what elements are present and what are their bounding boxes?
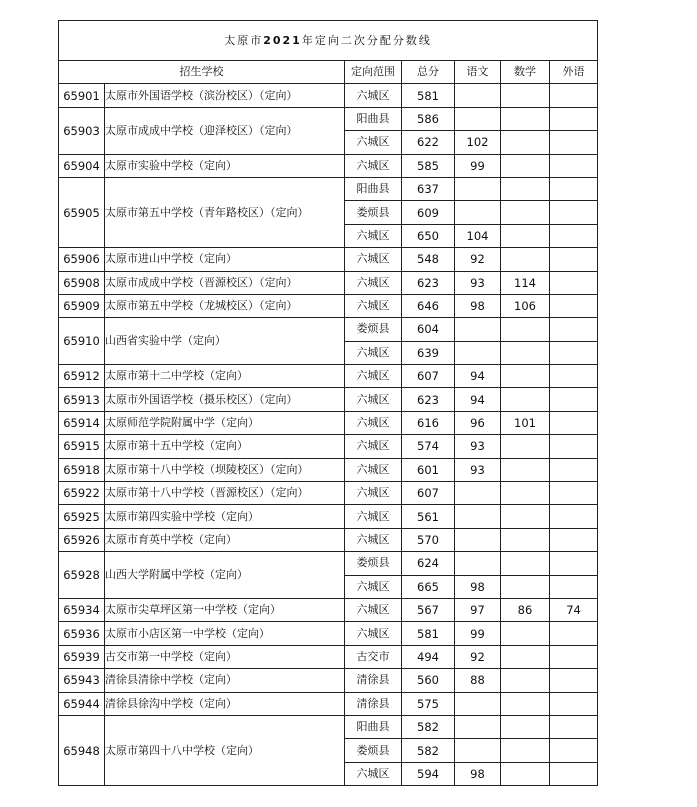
chinese-score bbox=[455, 692, 501, 715]
total-score: 586 bbox=[402, 107, 455, 130]
total-score: 623 bbox=[402, 388, 455, 411]
table-row bbox=[59, 669, 598, 692]
english-score bbox=[550, 365, 598, 388]
school-name: 清徐县清徐中学校（定向） bbox=[105, 669, 345, 692]
english-score bbox=[550, 669, 598, 692]
math-score bbox=[501, 154, 550, 177]
math-score bbox=[501, 201, 550, 224]
area-cell: 六城区 bbox=[345, 131, 402, 154]
chinese-score: 88 bbox=[455, 669, 501, 692]
total-score: 585 bbox=[402, 154, 455, 177]
chinese-score bbox=[455, 318, 501, 341]
area-cell: 六城区 bbox=[345, 224, 402, 247]
total-score: 560 bbox=[402, 669, 455, 692]
title-year: 2021 bbox=[263, 33, 302, 47]
math-score bbox=[501, 177, 550, 200]
header-math: 数学 bbox=[501, 61, 550, 84]
area-cell: 娄烦县 bbox=[345, 552, 402, 575]
chinese-score: 97 bbox=[455, 598, 501, 621]
area-cell: 阳曲县 bbox=[345, 177, 402, 200]
math-score bbox=[501, 107, 550, 130]
school-code: 65903 bbox=[59, 107, 105, 154]
math-score bbox=[501, 131, 550, 154]
total-score: 665 bbox=[402, 575, 455, 598]
chinese-score: 93 bbox=[455, 435, 501, 458]
area-cell: 六城区 bbox=[345, 294, 402, 317]
area-cell: 六城区 bbox=[345, 341, 402, 364]
table-row bbox=[59, 528, 598, 551]
english-score bbox=[550, 528, 598, 551]
table-row bbox=[59, 84, 598, 107]
math-score bbox=[501, 224, 550, 247]
total-score: 548 bbox=[402, 248, 455, 271]
table-row bbox=[59, 458, 598, 481]
total-score: 639 bbox=[402, 341, 455, 364]
math-score bbox=[501, 365, 550, 388]
english-score bbox=[550, 505, 598, 528]
table-row bbox=[59, 411, 598, 434]
area-cell: 六城区 bbox=[345, 622, 402, 645]
area-cell: 阳曲县 bbox=[345, 715, 402, 738]
area-cell: 六城区 bbox=[345, 575, 402, 598]
area-cell: 六城区 bbox=[345, 435, 402, 458]
school-name: 太原市第四十八中学校（定向） bbox=[105, 715, 345, 785]
total-score: 609 bbox=[402, 201, 455, 224]
school-name: 太原市实验中学校（定向） bbox=[105, 154, 345, 177]
table-row bbox=[59, 715, 598, 738]
table-row bbox=[59, 435, 598, 458]
english-score bbox=[550, 107, 598, 130]
total-score: 624 bbox=[402, 552, 455, 575]
chinese-score: 94 bbox=[455, 388, 501, 411]
english-score bbox=[550, 575, 598, 598]
header-school: 招生学校 bbox=[59, 61, 345, 84]
school-name: 太原市第四实验中学校（定向） bbox=[105, 505, 345, 528]
area-cell: 六城区 bbox=[345, 271, 402, 294]
chinese-score bbox=[455, 84, 501, 107]
english-score bbox=[550, 318, 598, 341]
english-score bbox=[550, 739, 598, 762]
school-name: 山西大学附属中学校（定向） bbox=[105, 552, 345, 599]
school-name: 太原市外国语学校（摄乐校区）（定向） bbox=[105, 388, 345, 411]
math-score bbox=[501, 341, 550, 364]
chinese-score: 93 bbox=[455, 458, 501, 481]
math-score bbox=[501, 505, 550, 528]
school-name: 太原市育英中学校（定向） bbox=[105, 528, 345, 551]
chinese-score: 98 bbox=[455, 762, 501, 785]
table-row bbox=[59, 482, 598, 505]
english-score bbox=[550, 645, 598, 668]
chinese-score: 98 bbox=[455, 294, 501, 317]
math-score bbox=[501, 528, 550, 551]
total-score: 570 bbox=[402, 528, 455, 551]
chinese-score: 92 bbox=[455, 645, 501, 668]
school-code: 65914 bbox=[59, 411, 105, 434]
area-cell: 娄烦县 bbox=[345, 201, 402, 224]
area-cell: 清徐县 bbox=[345, 669, 402, 692]
school-code: 65928 bbox=[59, 552, 105, 599]
table-row bbox=[59, 622, 598, 645]
school-name: 太原市第五中学校（龙城校区）（定向） bbox=[105, 294, 345, 317]
school-name: 清徐县徐沟中学校（定向） bbox=[105, 692, 345, 715]
english-score bbox=[550, 271, 598, 294]
math-score: 86 bbox=[501, 598, 550, 621]
table-row bbox=[59, 177, 598, 200]
table-body bbox=[59, 84, 598, 786]
header-chinese: 语文 bbox=[455, 61, 501, 84]
school-code: 65906 bbox=[59, 248, 105, 271]
table-row bbox=[59, 692, 598, 715]
math-score bbox=[501, 435, 550, 458]
school-name: 太原市成成中学校（晋源校区）（定向） bbox=[105, 271, 345, 294]
english-score bbox=[550, 341, 598, 364]
math-score bbox=[501, 84, 550, 107]
total-score: 616 bbox=[402, 411, 455, 434]
total-score: 561 bbox=[402, 505, 455, 528]
total-score: 607 bbox=[402, 365, 455, 388]
english-score bbox=[550, 84, 598, 107]
chinese-score bbox=[455, 505, 501, 528]
table-row bbox=[59, 107, 598, 130]
total-score: 567 bbox=[402, 598, 455, 621]
area-cell: 六城区 bbox=[345, 458, 402, 481]
english-score bbox=[550, 552, 598, 575]
chinese-score: 94 bbox=[455, 365, 501, 388]
table-title bbox=[59, 21, 598, 61]
chinese-score: 102 bbox=[455, 131, 501, 154]
chinese-score: 93 bbox=[455, 271, 501, 294]
math-score bbox=[501, 669, 550, 692]
math-score bbox=[501, 575, 550, 598]
area-cell: 六城区 bbox=[345, 482, 402, 505]
chinese-score: 96 bbox=[455, 411, 501, 434]
english-score bbox=[550, 692, 598, 715]
total-score: 574 bbox=[402, 435, 455, 458]
area-cell: 六城区 bbox=[345, 388, 402, 411]
school-name: 太原市第十二中学校（定向） bbox=[105, 365, 345, 388]
area-cell: 六城区 bbox=[345, 598, 402, 621]
school-name: 山西省实验中学（定向） bbox=[105, 318, 345, 365]
table-row bbox=[59, 645, 598, 668]
school-name: 太原师范学院附属中学（定向） bbox=[105, 411, 345, 434]
total-score: 581 bbox=[402, 622, 455, 645]
english-score bbox=[550, 248, 598, 271]
school-code: 65912 bbox=[59, 365, 105, 388]
math-score bbox=[501, 622, 550, 645]
table-row bbox=[59, 271, 598, 294]
school-code: 65926 bbox=[59, 528, 105, 551]
english-score bbox=[550, 435, 598, 458]
header-area: 定向范围 bbox=[345, 61, 402, 84]
school-name: 太原市进山中学校（定向） bbox=[105, 248, 345, 271]
school-code: 65948 bbox=[59, 715, 105, 785]
school-code: 65910 bbox=[59, 318, 105, 365]
school-code: 65913 bbox=[59, 388, 105, 411]
score-sheet bbox=[58, 20, 597, 786]
english-score bbox=[550, 154, 598, 177]
english-score bbox=[550, 131, 598, 154]
english-score bbox=[550, 411, 598, 434]
school-code: 65936 bbox=[59, 622, 105, 645]
english-score bbox=[550, 224, 598, 247]
school-code: 65915 bbox=[59, 435, 105, 458]
school-code: 65908 bbox=[59, 271, 105, 294]
school-code: 65918 bbox=[59, 458, 105, 481]
school-code: 65922 bbox=[59, 482, 105, 505]
chinese-score bbox=[455, 341, 501, 364]
english-score bbox=[550, 177, 598, 200]
total-score: 581 bbox=[402, 84, 455, 107]
school-code: 65901 bbox=[59, 84, 105, 107]
total-score: 650 bbox=[402, 224, 455, 247]
score-table bbox=[58, 20, 598, 786]
math-score bbox=[501, 645, 550, 668]
math-score bbox=[501, 482, 550, 505]
math-score bbox=[501, 739, 550, 762]
school-name: 太原市外国语学校（滨汾校区）（定向） bbox=[105, 84, 345, 107]
chinese-score bbox=[455, 552, 501, 575]
total-score: 646 bbox=[402, 294, 455, 317]
area-cell: 六城区 bbox=[345, 528, 402, 551]
english-score bbox=[550, 622, 598, 645]
school-name: 太原市第十八中学校（坝陵校区）（定向） bbox=[105, 458, 345, 481]
total-score: 575 bbox=[402, 692, 455, 715]
chinese-score bbox=[455, 739, 501, 762]
math-score bbox=[501, 388, 550, 411]
chinese-score: 98 bbox=[455, 575, 501, 598]
english-score bbox=[550, 715, 598, 738]
area-cell: 六城区 bbox=[345, 154, 402, 177]
english-score bbox=[550, 201, 598, 224]
school-code: 65934 bbox=[59, 598, 105, 621]
school-name: 太原市第十五中学校（定向） bbox=[105, 435, 345, 458]
table-row bbox=[59, 318, 598, 341]
english-score bbox=[550, 388, 598, 411]
english-score bbox=[550, 294, 598, 317]
table-row bbox=[59, 294, 598, 317]
math-score: 101 bbox=[501, 411, 550, 434]
math-score bbox=[501, 318, 550, 341]
school-code: 65905 bbox=[59, 177, 105, 247]
total-score: 594 bbox=[402, 762, 455, 785]
school-name: 太原市第五中学校（青年路校区）（定向） bbox=[105, 177, 345, 247]
header-row bbox=[59, 61, 598, 84]
school-name: 太原市小店区第一中学校（定向） bbox=[105, 622, 345, 645]
area-cell: 清徐县 bbox=[345, 692, 402, 715]
table-row bbox=[59, 505, 598, 528]
school-name: 太原市第十八中学校（晋源校区）（定向） bbox=[105, 482, 345, 505]
chinese-score: 99 bbox=[455, 622, 501, 645]
school-code: 65925 bbox=[59, 505, 105, 528]
area-cell: 娄烦县 bbox=[345, 739, 402, 762]
english-score bbox=[550, 762, 598, 785]
school-code: 65944 bbox=[59, 692, 105, 715]
total-score: 582 bbox=[402, 739, 455, 762]
math-score bbox=[501, 715, 550, 738]
chinese-score bbox=[455, 715, 501, 738]
area-cell: 阳曲县 bbox=[345, 107, 402, 130]
school-code: 65939 bbox=[59, 645, 105, 668]
math-score bbox=[501, 692, 550, 715]
title-suffix: 年定向二次分配分数线 bbox=[301, 33, 432, 47]
total-score: 604 bbox=[402, 318, 455, 341]
area-cell: 娄烦县 bbox=[345, 318, 402, 341]
table-row bbox=[59, 365, 598, 388]
chinese-score bbox=[455, 177, 501, 200]
english-score: 74 bbox=[550, 598, 598, 621]
header-english: 外语 bbox=[550, 61, 598, 84]
total-score: 607 bbox=[402, 482, 455, 505]
chinese-score bbox=[455, 482, 501, 505]
total-score: 494 bbox=[402, 645, 455, 668]
chinese-score bbox=[455, 528, 501, 551]
math-score bbox=[501, 552, 550, 575]
area-cell: 六城区 bbox=[345, 505, 402, 528]
chinese-score: 92 bbox=[455, 248, 501, 271]
math-score bbox=[501, 458, 550, 481]
title-row bbox=[59, 21, 598, 61]
school-code: 65909 bbox=[59, 294, 105, 317]
chinese-score bbox=[455, 201, 501, 224]
total-score: 637 bbox=[402, 177, 455, 200]
math-score bbox=[501, 762, 550, 785]
school-code: 65904 bbox=[59, 154, 105, 177]
math-score: 114 bbox=[501, 271, 550, 294]
table-row bbox=[59, 598, 598, 621]
table-row bbox=[59, 552, 598, 575]
chinese-score bbox=[455, 107, 501, 130]
area-cell: 六城区 bbox=[345, 84, 402, 107]
school-name: 古交市第一中学校（定向） bbox=[105, 645, 345, 668]
math-score: 106 bbox=[501, 294, 550, 317]
english-score bbox=[550, 482, 598, 505]
total-score: 601 bbox=[402, 458, 455, 481]
chinese-score: 104 bbox=[455, 224, 501, 247]
school-code: 65943 bbox=[59, 669, 105, 692]
table-row bbox=[59, 154, 598, 177]
school-name: 太原市成成中学校（迎泽校区）（定向） bbox=[105, 107, 345, 154]
area-cell: 六城区 bbox=[345, 411, 402, 434]
area-cell: 六城区 bbox=[345, 365, 402, 388]
area-cell: 六城区 bbox=[345, 762, 402, 785]
total-score: 622 bbox=[402, 131, 455, 154]
math-score bbox=[501, 248, 550, 271]
header-total: 总分 bbox=[402, 61, 455, 84]
area-cell: 六城区 bbox=[345, 248, 402, 271]
school-name: 太原市尖草坪区第一中学校（定向） bbox=[105, 598, 345, 621]
total-score: 623 bbox=[402, 271, 455, 294]
english-score bbox=[550, 458, 598, 481]
title-prefix: 太原市 bbox=[224, 33, 264, 47]
chinese-score: 99 bbox=[455, 154, 501, 177]
table-row bbox=[59, 388, 598, 411]
total-score: 582 bbox=[402, 715, 455, 738]
table-row bbox=[59, 248, 598, 271]
area-cell: 古交市 bbox=[345, 645, 402, 668]
